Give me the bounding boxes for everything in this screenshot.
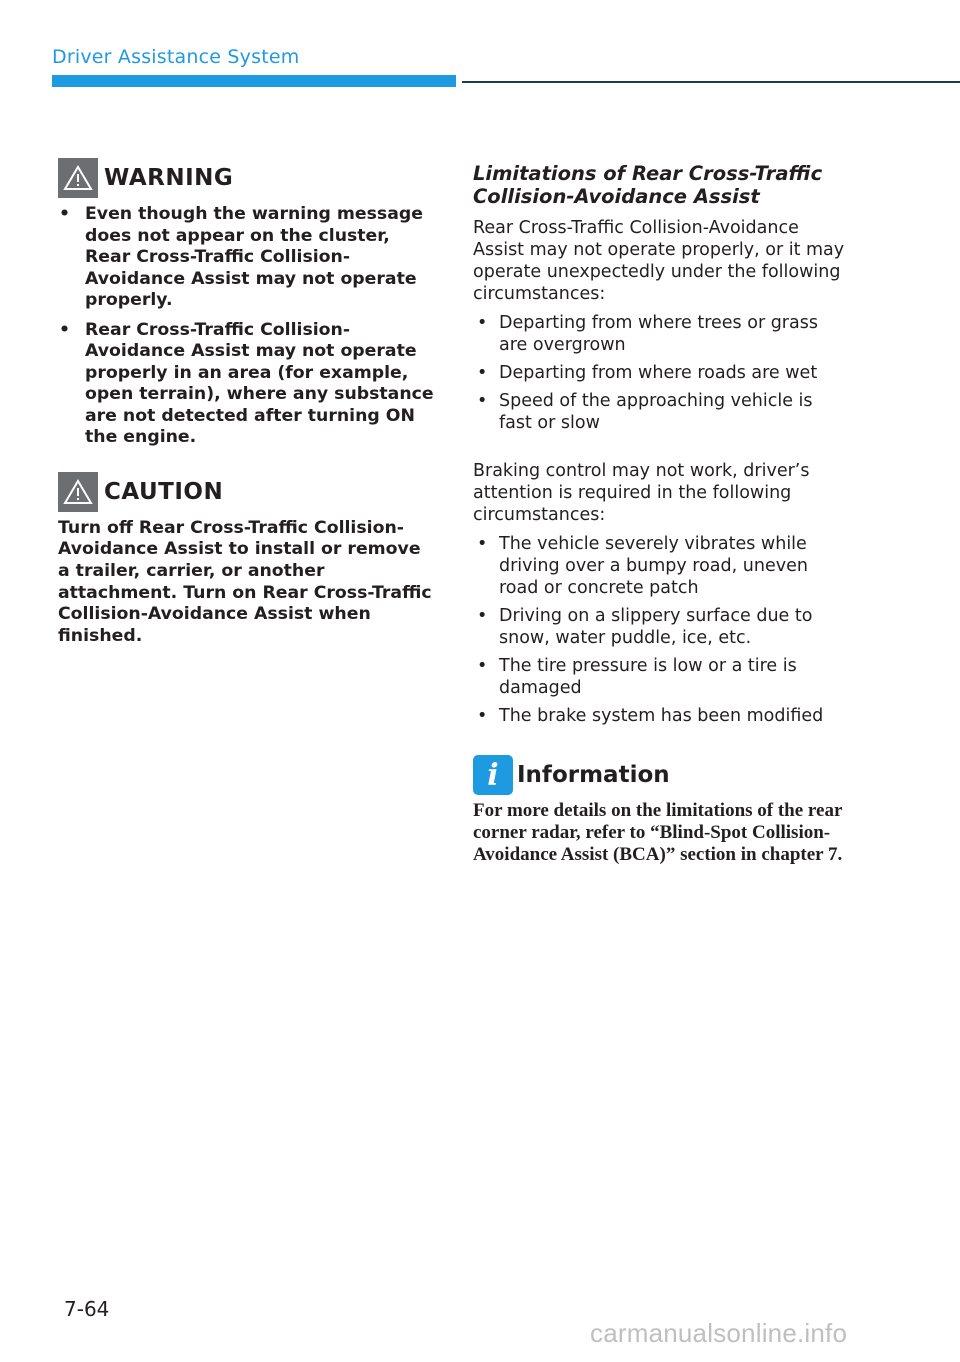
- bullet: •: [477, 706, 488, 726]
- braking-list: [473, 533, 845, 727]
- info-icon: i: [473, 755, 513, 795]
- spacer: [473, 440, 845, 460]
- bullet: •: [477, 363, 488, 383]
- bullet: •: [59, 319, 71, 340]
- limitation-item-text: Departing from where roads are wet: [499, 363, 818, 383]
- right-column: [473, 162, 845, 866]
- list-item: [473, 533, 845, 599]
- warning-list: [58, 204, 438, 449]
- list-item: [58, 320, 438, 449]
- bullet: •: [477, 606, 488, 626]
- watermark: carmanualsonline.info: [590, 1318, 848, 1348]
- braking-item-text: Driving on a slippery surface due to snow, water puddle, ice, etc.: [499, 606, 813, 648]
- caution-notice: [58, 472, 438, 648]
- caution-label: CAUTION: [104, 478, 224, 505]
- limitations-intro: Rear Cross-Traffic Collision-Avoidance Assist may not operate properly, or it may operate unexpectedly under the following circumstances:: [473, 218, 845, 304]
- information-text: For more details on the limitations of the rear corner radar, refer to “Blind-Spot Collision-Avoidance Assist (BCA)” section in chapter 7.: [473, 800, 843, 865]
- warning-item-text: Even though the warning message does not appear on the cluster, Rear Cross-Traffic Collision-Avoidance Assist may not operate properly.: [85, 204, 423, 310]
- bullet: •: [59, 204, 71, 224]
- header-rule: [462, 81, 960, 83]
- braking-item-text: The vehicle severely vibrates while driving over a bumpy road, uneven road or concrete patch: [499, 534, 808, 598]
- information-heading: [473, 755, 845, 795]
- bullet: •: [477, 391, 488, 411]
- list-item: [473, 655, 845, 699]
- list-item: [58, 204, 438, 312]
- caution-heading: [58, 472, 438, 512]
- warning-item-text: Rear Cross-Traffic Collision-Avoidance Assist may not operate properly in an area (for example, open terrain), where any substance are not detected after turning ON the engine.: [85, 319, 434, 447]
- warning-heading: [58, 158, 438, 198]
- left-column: [58, 158, 438, 648]
- header-accent-bar: [52, 75, 456, 87]
- list-item: [473, 705, 845, 727]
- warning-triangle-icon: [58, 472, 98, 512]
- limitation-item-text: Departing from where trees or grass are overgrown: [499, 313, 818, 355]
- bullet: •: [477, 534, 488, 554]
- limitations-heading: Limitations of Rear Cross-Traffic Collision-Avoidance Assist: [473, 162, 823, 208]
- list-item: [473, 362, 845, 384]
- limitation-item-text: Speed of the approaching vehicle is fast or slow: [499, 391, 813, 433]
- list-item: [473, 605, 845, 649]
- braking-intro: Braking control may not work, driver’s attention is required in the following circumstances:: [473, 461, 810, 525]
- caution-text: Turn off Rear Cross-Traffic Collision-Avoidance Assist to install or remove a trailer, carrier, or another attachment. Turn on Rear Cross-Traffic Collision-Avoidance Assist when finished.: [58, 517, 432, 647]
- warning-notice: [58, 158, 438, 449]
- warning-label: WARNING: [104, 165, 234, 191]
- section-header-title: Driver Assistance System: [52, 46, 300, 68]
- braking-item-text: The brake system has been modified: [499, 706, 824, 726]
- bullet: •: [477, 313, 488, 333]
- information-label: Information: [517, 762, 670, 788]
- warning-triangle-icon: [58, 158, 98, 198]
- list-item: [473, 312, 845, 356]
- limitations-list: [473, 312, 845, 434]
- list-item: [473, 390, 845, 434]
- page-number: 7-64: [64, 1297, 110, 1321]
- bullet: •: [477, 656, 488, 676]
- braking-item-text: The tire pressure is low or a tire is damaged: [499, 656, 797, 698]
